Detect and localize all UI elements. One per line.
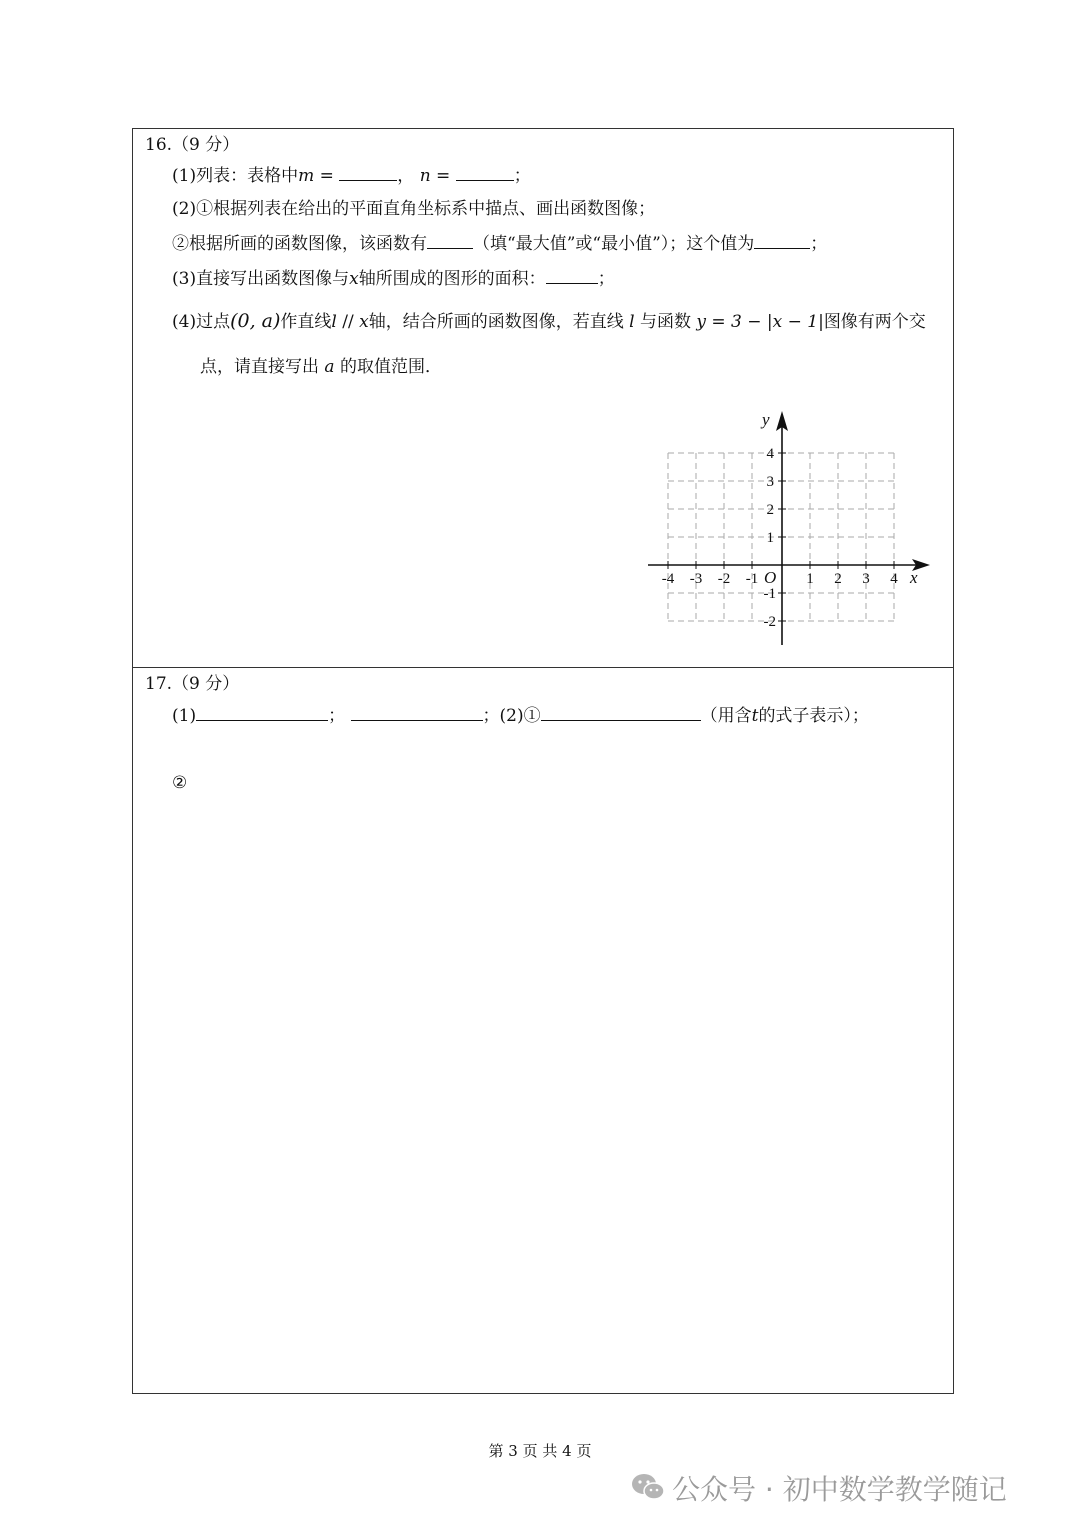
q16-m-blank[interactable] xyxy=(339,164,397,181)
q16-part3: (3)直接写出函数图像与x轴所围成的图形的面积： ； xyxy=(172,269,615,289)
q16-part1: (1)列表：表格中m = ， n = ； xyxy=(172,166,531,186)
x-tick-label: 2 xyxy=(834,571,842,587)
y-axis-label: y xyxy=(762,410,770,429)
page-footer: 第 3 页 共 4 页 xyxy=(488,1442,592,1460)
q17-part2: ② xyxy=(172,773,188,793)
x-tick-label: 1 xyxy=(806,571,814,587)
coordinate-grid xyxy=(640,405,940,650)
origin-label: O xyxy=(764,568,777,587)
q16-n-blank[interactable] xyxy=(456,164,514,181)
x-tick-label: -1 xyxy=(745,571,759,587)
watermark xyxy=(632,1468,1007,1508)
q17-heading: 17.（9 分） xyxy=(145,674,240,694)
x-tick-label: -4 xyxy=(661,571,675,587)
q16-heading: 16.（9 分） xyxy=(145,135,240,155)
q16-part4-line2: 点，请直接写出 a 的取值范围． xyxy=(200,357,442,377)
y-tick-label: 4 xyxy=(766,446,774,462)
y-tick-label: -1 xyxy=(763,586,776,602)
q17-answer1-blank[interactable] xyxy=(196,704,328,721)
q17-answer2-blank[interactable] xyxy=(351,704,483,721)
question-17-box xyxy=(132,667,954,1394)
q16-part2b: ②根据所画的函数图像，该函数有 （填“最大值”或“最小值”）；这个值为 ； xyxy=(172,234,828,254)
y-tick-label: 1 xyxy=(766,530,774,546)
wechat-icon xyxy=(630,1472,666,1502)
x-tick-label: 3 xyxy=(862,571,870,587)
x-tick-label: -2 xyxy=(717,571,731,587)
q16-part2a: (2)①根据列表在给出的平面直角坐标系中描点、画出函数图像； xyxy=(172,199,656,219)
y-tick-label: 2 xyxy=(766,502,774,518)
watermark-text: 公众号 · 初中数学教学随记 xyxy=(672,1473,1007,1506)
x-tick-label: 4 xyxy=(890,571,898,587)
y-tick-label: 3 xyxy=(766,474,774,490)
q16-extreme-type-blank[interactable] xyxy=(427,232,473,249)
q16-part4-line1: (4)过点(0, a)作直线l // x轴，结合所画的函数图像，若直线 l 与函数 y = 3 − |x − 1|图像有两个交 xyxy=(172,310,926,332)
x-tick-label: -3 xyxy=(689,571,703,587)
y-tick-label: -2 xyxy=(763,614,776,630)
q16-extreme-value-blank[interactable] xyxy=(754,232,810,249)
q16-area-blank[interactable] xyxy=(546,267,598,284)
x-axis-label: x xyxy=(910,568,918,587)
q17-part1: (1) ； ；(2)① （用含t的式子表示）； xyxy=(172,706,869,726)
q17-answer3-blank[interactable] xyxy=(541,704,701,721)
